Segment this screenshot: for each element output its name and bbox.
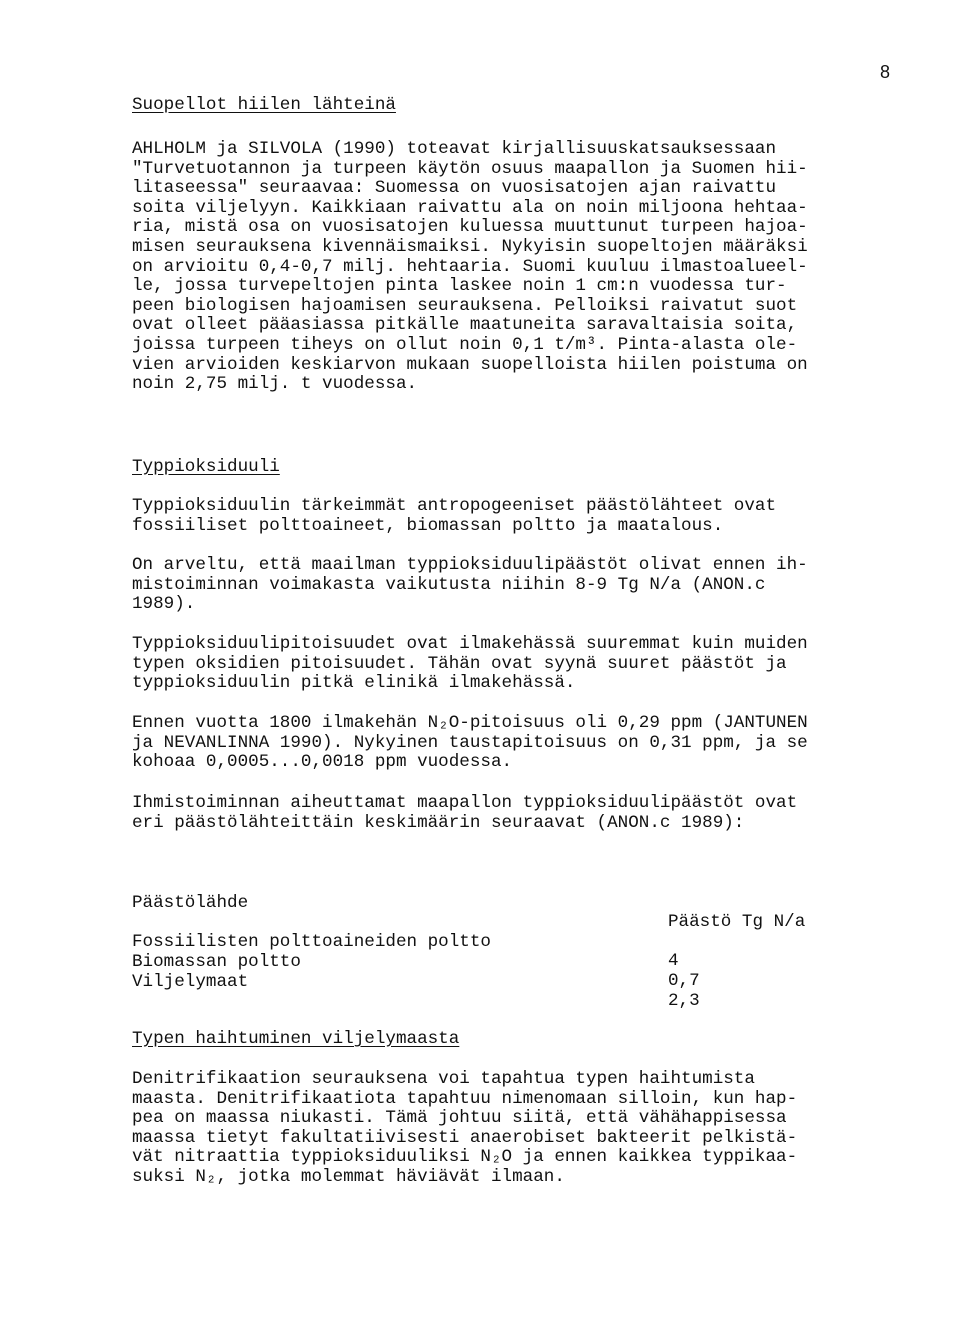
page-number: 8: [880, 62, 891, 82]
table-cell-value: 0,7: [668, 971, 700, 992]
table-cell-source: Viljelymaat: [132, 971, 249, 992]
section-heading-suopellot: Suopellot hiilen lähteinä: [132, 95, 396, 115]
section-heading-typen-haihtuminen: Typen haihtuminen viljelymaasta: [132, 1029, 460, 1049]
paragraph-suopellot: AHLHOLM ja SILVOLA (1990) toteavat kirjallisuuskatsauksessaan "Turvetuotannon ja turpeen käytön osuus maapallon ja Suomen hii- litaseessa" seuraavaa: Suomessa on vuosisatojen ajan raivattu soita viljelyyn. Kaikkiaan raivattu ala on noin miljoona hehtaa- ria, mistä osa on vuosisatojen kuluessa muuttunut turpeen hajoa- misen seurauksena kivennäismaiksi. Nykyisin suopeltojen määräksi on arvioitu 0,4-0,7 milj. hehtaaria. Suomi kuuluu ilmastoalueel- le, jossa turvepeltojen pinta laskee noin 1 cm:n vuodessa tur- peen biologisen hajoamisen seurauksena. Pelloiksi raivatut suot ovat olleet pääasiassa pitkälle maatuneita saravaltaisia soita, joissa turpeen tiheys on ollut noin 0,1 t/m³. Pinta-alasta ole- vien arvioiden keskiarvon mukaan suopelloista hiilen poistuma on noin 2,75 milj. t vuodessa.: [132, 139, 808, 395]
paragraph-typpioksiduuli-emissions-intro: Ihmistoiminnan aiheuttamat maapallon typpioksiduulipäästöt ovat eri päästölähteittäin keskimäärin seuraavat (ANON.c 1989):: [132, 793, 798, 833]
paragraph-typpioksiduuli-history: On arveltu, että maailman typpioksiduulipäästöt olivat ennen ih- mistoiminnan voimakasta vaikutusta niihin 8-9 Tg N/a (ANON.c 1989).: [132, 555, 808, 615]
section-heading-typpioksiduuli: Typpioksiduuli: [132, 457, 280, 477]
table-cell-value: 2,3: [668, 991, 700, 1012]
table-row: [132, 953, 902, 1031]
paragraph-typpioksiduuli-sources: Typpioksiduulin tärkeimmät antropogeeniset päästölähteet ovat fossiiliset polttoaineet, biomassan poltto ja maatalous.: [132, 496, 777, 536]
table-cell-source: Biomassan poltto: [132, 951, 301, 972]
table-header-value: Päästö Tg N/a: [668, 912, 806, 933]
table-cell-source: Fossiilisten polttoaineiden poltto: [132, 931, 491, 952]
table-header-source: Päästölähde: [132, 892, 249, 913]
paragraph-typen-haihtuminen: Denitrifikaation seurauksena voi tapahtua typen haihtumista maasta. Denitrifikaatiota tapahtuu nimenomaan silloin, kun hap- pea on maassa niukasti. Tämä johtuu siitä, että vähähappisessa maassa tietyt fakultatiivisesti anaerobiset bakteerit pelkistä- vät nitraattia typpioksiduuliksi N₂O ja ennen kaikkea typpikaa- suksi N₂, jotka molemmat häviävät ilmaan.: [132, 1069, 798, 1187]
table-cell-value: 4: [668, 951, 679, 972]
paragraph-typpioksiduuli-concentration: Typpioksiduulipitoisuudet ovat ilmakehässä suuremmat kuin muiden typen oksidien pitoisuudet. Tähän ovat syynä suuret päästöt ja typpioksiduulin pitkä elinikä ilmakehässä.: [132, 634, 808, 694]
paragraph-typpioksiduuli-trend: Ennen vuotta 1800 ilmakehän N₂O-pitoisuus oli 0,29 ppm (JANTUNEN ja NEVANLINNA 1990). Nykyinen taustapitoisuus on 0,31 ppm, ja se kohoaa 0,0005...0,0018 ppm vuodessa.: [132, 713, 808, 773]
